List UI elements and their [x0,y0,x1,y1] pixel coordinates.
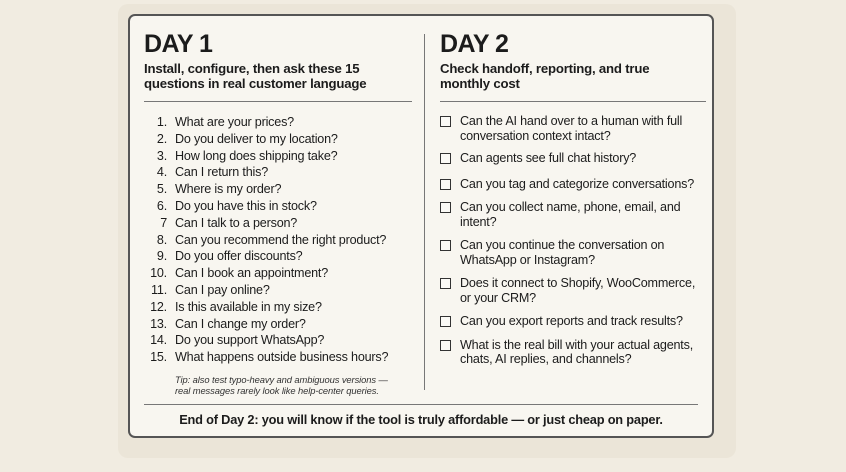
question-number: 8. [156,232,167,247]
question-item [144,282,412,299]
question-item [144,316,412,333]
question-text: Where is my order? [175,182,282,197]
day2-subtitle [440,61,706,91]
day1-subtitle-line1: Install, configure, then ask these 15 [144,61,360,76]
question-text: What are your prices? [175,115,294,129]
checkbox[interactable] [440,316,451,327]
question-number: 13. [150,316,167,331]
checklist-text-line2: WhatsApp or Instagram? [460,252,595,267]
checklist-text [460,338,693,367]
checklist-text-line2: conversation context intact? [460,128,611,143]
footer-divider [144,404,698,405]
checkbox[interactable] [440,179,451,190]
checklist-item [440,114,706,143]
checklist-text-line2: intent? [460,214,497,229]
checklist-text-line1: Can you continue the conversation on [460,238,665,252]
question-number: 7 [160,215,167,230]
checklist-item [440,276,706,305]
question-item [144,114,412,131]
checklist-card [128,14,714,438]
checklist-text [460,238,664,267]
checklist-text-line1: Can the AI hand over to a human with full [460,114,683,128]
question-text: Do you support WhatsApp? [175,333,325,348]
checklist-text: Can you export reports and track results? [460,314,683,328]
question-number: 3. [156,148,167,163]
checklist [440,114,706,367]
tip-line2: real messages rarely look like help-center queries. [175,384,379,396]
question-item [144,332,412,349]
day2-column [440,30,706,367]
checklist-text [460,114,682,143]
question-list [144,114,412,366]
checklist-item [440,238,706,267]
checklist-text [460,200,680,229]
question-number: 6. [156,198,167,213]
checkbox[interactable] [440,340,451,351]
checklist-text-line1: What is the real bill with your actual agents, [460,337,693,352]
day2-title: DAY 2 [440,30,509,58]
question-text: Can I return this? [175,165,268,180]
question-number: 2. [156,131,167,146]
question-text: What happens outside business hours? [175,350,389,365]
checklist-item [440,314,706,329]
checkbox[interactable] [440,116,451,127]
question-text: Can I pay online? [175,282,270,297]
question-text: Do you offer discounts? [175,249,303,264]
day1-title: DAY 1 [144,30,213,58]
checklist-text-line1: Does it connect to Shopify, WooCommerce, [460,276,696,290]
checklist-text-line1: Can you collect name, phone, email, and [460,200,681,214]
day2-subtitle-line1: Check handoff, reporting, and true [440,61,650,76]
tip-note [175,374,412,396]
checklist-text [460,276,695,305]
question-number: 10. [150,266,167,281]
question-item [144,232,412,249]
question-text: Can I change my order? [175,316,306,331]
checklist-text: Can you tag and categorize conversations? [460,176,695,191]
question-item [144,349,412,366]
question-item [144,265,412,282]
question-text: Do you deliver to my location? [175,131,338,146]
footer-summary: End of Day 2: you will know if the tool is truly affordable — or just cheap on paper. [179,412,663,427]
question-item [144,131,412,148]
question-item [144,248,412,265]
checklist-text-line2: chats, AI replies, and channels? [460,352,632,366]
checklist-item [440,338,706,367]
question-text: Is this available in my size? [175,299,322,314]
question-item [144,164,412,181]
question-item [144,148,412,165]
column-divider [424,34,425,390]
question-item [144,299,412,316]
question-number: 14. [150,333,167,348]
checklist-text: Can agents see full chat history? [460,151,637,165]
question-number: 11. [151,282,167,297]
question-item [144,181,412,198]
day1-column [144,30,412,396]
question-text: How long does shipping take? [175,148,338,163]
question-number: 5. [156,182,167,197]
day1-subtitle-line2: questions in real customer language [144,76,367,91]
checkbox[interactable] [440,278,451,289]
question-item [144,198,412,215]
question-text: Can I talk to a person? [175,215,298,230]
checkbox[interactable] [440,202,451,213]
day1-subtitle [144,61,412,91]
question-number: 15. [150,350,167,365]
checklist-item [440,200,706,229]
question-number: 1. [156,115,167,129]
question-text: Can you recommend the right product? [175,232,387,247]
day2-divider [440,101,706,102]
question-number: 4. [156,165,167,180]
day1-divider [144,101,412,102]
checklist-text-line2: or your CRM? [460,290,536,305]
checklist-item [440,151,706,166]
question-item [144,215,412,232]
question-number: 12. [150,299,167,314]
question-text: Do you have this in stock? [175,198,317,213]
day2-subtitle-line2: monthly cost [440,76,520,91]
question-text: Can I book an appointment? [175,266,329,281]
checklist-item [440,177,706,192]
checkbox[interactable] [440,153,451,164]
question-number: 9. [156,249,167,264]
tip-line1: Tip: also test typo-heavy and ambiguous versions — [175,373,388,385]
checkbox[interactable] [440,240,451,251]
